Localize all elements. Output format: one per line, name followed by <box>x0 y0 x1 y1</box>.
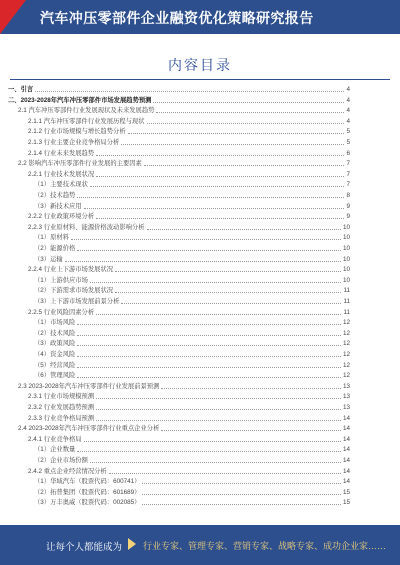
toc-entry-label: 2.2 影响汽车冲压零部件行业发展的主要因素 <box>18 160 142 168</box>
toc-dot-leader <box>77 197 344 198</box>
toc-entry-page: 6 <box>346 149 350 157</box>
toc-dot-leader <box>161 430 341 431</box>
toc-entry-label: 2.1.4 行业未来发展趋势 <box>28 149 95 157</box>
toc-dot-leader <box>77 250 341 251</box>
toc-entry-label: （3）上下游市场发展前景分析 <box>34 298 120 305</box>
toc-entry[interactable] <box>28 150 350 158</box>
toc-entry-label: 2.3.3 行业竞争格局预测 <box>28 414 95 422</box>
toc-entry[interactable] <box>28 415 350 423</box>
toc-entry-page: 5 <box>346 128 350 136</box>
toc-entry-label: （1）市场风险 <box>34 319 76 327</box>
toc-dot-leader <box>77 345 341 346</box>
toc-entry[interactable] <box>18 383 350 391</box>
toc-entry[interactable] <box>34 446 350 454</box>
toc-entry[interactable] <box>18 107 350 115</box>
toc-entry[interactable] <box>34 499 350 507</box>
toc-heading: 内容目录 <box>168 57 232 73</box>
toc-dot-leader <box>90 462 341 463</box>
toc-entry-label: 2.2.3 行业原材料、能源价格波动影响分析 <box>28 223 145 231</box>
toc-entry-page: 14 <box>342 435 350 443</box>
toc-dot-leader <box>142 494 341 495</box>
toc-entry-page: 10 <box>342 266 350 274</box>
toc-entry-page: 10 <box>342 276 350 284</box>
toc-dot-leader <box>121 144 344 145</box>
toc-entry[interactable] <box>34 287 350 295</box>
toc-dot-leader <box>109 473 341 474</box>
report-title: 汽车冲压零部件企业融资优化策略研究报告 <box>40 10 314 26</box>
footer-tags: 行业专家、管理专家、营销专家、战略专家、成功企业家…… <box>143 541 387 551</box>
toc-entry[interactable] <box>34 181 350 189</box>
toc-entry-page: 4 <box>346 107 350 115</box>
toc-entry[interactable] <box>28 436 350 444</box>
toc-entry-label: （2）技术趋势 <box>34 192 76 199</box>
toc-dot-leader <box>121 303 341 304</box>
toc-entry-label: （3）万丰奥威（股票代码：002085） <box>34 499 141 507</box>
toc-entry-page: 14 <box>342 425 350 433</box>
toc-entry-page: 11 <box>343 287 350 295</box>
toc-entry-label: （1）原材料 <box>34 234 69 242</box>
toc-entry-label: （2）拓普集团（股票代码：601689） <box>34 488 141 496</box>
toc-entry[interactable] <box>34 277 350 285</box>
toc-entry-page: 10 <box>342 255 350 263</box>
toc-entry-label: 2.1.3 行业主要企业竞争格局分析 <box>28 139 120 146</box>
toc-entry-label: 2.2.1 行业技术发展状况 <box>28 170 95 178</box>
toc-entry-page: 7 <box>346 160 350 168</box>
toc-dot-leader <box>84 208 345 209</box>
toc-entry-page: 13 <box>342 404 350 411</box>
toc-entry[interactable] <box>34 478 350 486</box>
toc-entry-label: 二、2023-2028年汽车冲压零部件市场发展趋势预测 <box>8 96 152 104</box>
toc-entry-page: 10 <box>342 234 350 242</box>
toc-entry[interactable] <box>18 160 350 168</box>
toc-entry[interactable] <box>34 372 350 380</box>
toc-dot-leader <box>147 229 341 230</box>
toc-entry-page: 14 <box>342 467 350 475</box>
toc-entry[interactable] <box>28 139 350 147</box>
toc-dot-leader <box>65 261 341 262</box>
toc-entry[interactable] <box>34 340 350 348</box>
toc-entry-label: （1）企业数量 <box>34 446 76 454</box>
toc-entry-label: 2.3 2023-2028年汽车冲压零部件行业发展前景预测 <box>18 382 160 390</box>
toc-entry-label: 2.3.1 行业市场规模预测 <box>28 393 95 401</box>
toc-entry-page: 7 <box>346 181 350 189</box>
toc-entry[interactable] <box>18 425 350 433</box>
toc-entry-label: 2.1.2 行业市场规模与增长趋势分析 <box>28 128 126 136</box>
toc-entry-label: （1）上游供应市场 <box>34 276 88 284</box>
toc-entry-label: （3）政策风险 <box>34 340 76 348</box>
header-accent-triangle <box>0 0 26 34</box>
toc-entry-page: 11 <box>343 298 350 305</box>
toc-dot-leader <box>77 367 341 368</box>
toc-entry[interactable] <box>34 489 350 497</box>
toc-entry[interactable] <box>28 171 350 179</box>
toc-entry-page: 12 <box>342 351 350 358</box>
toc-entry[interactable] <box>28 118 350 126</box>
toc-dot-leader <box>115 271 341 272</box>
toc-entry[interactable] <box>28 309 350 317</box>
toc-dot-leader <box>142 483 341 484</box>
toc-entry-label: （6）管理风险 <box>34 372 76 380</box>
toc-entry-label: 2.2.2 行业政策环境分析 <box>28 213 95 221</box>
toc-dot-leader <box>128 133 345 134</box>
toc-entry-page: 13 <box>342 393 350 401</box>
arrow-right-icon <box>128 538 136 550</box>
toc-entry-page: 8 <box>346 192 350 199</box>
toc-entry-label: （2）企业市场份额 <box>34 457 88 464</box>
toc-entry-label: 一、引言 <box>8 86 34 93</box>
toc-dot-leader <box>153 102 344 103</box>
toc-entry-label: （3）运输 <box>34 255 63 263</box>
toc-dot-leader <box>96 314 341 315</box>
toc-entry-label: 2.4.1 行业竞争格局 <box>28 435 82 443</box>
toc-dot-leader <box>96 398 341 399</box>
toc-entry-label: （1）华域汽车（股票代码：600741） <box>34 478 141 486</box>
toc-entry-label: 2.2.5 行业风险因素分析 <box>28 308 95 316</box>
toc-entry[interactable] <box>28 468 350 476</box>
toc-entry[interactable] <box>28 213 350 221</box>
toc-entry-page: 14 <box>342 414 350 422</box>
toc-entry[interactable] <box>34 319 350 327</box>
toc-entry-page: 14 <box>342 478 350 486</box>
toc-entry-page: 5 <box>346 139 350 146</box>
toc-entry-page: 10 <box>342 223 350 231</box>
toc-dot-leader <box>90 186 345 187</box>
toc-entry[interactable] <box>34 192 350 200</box>
toc-dot-leader <box>77 324 341 325</box>
toc-entry[interactable] <box>34 351 350 359</box>
toc-entry-page: 12 <box>342 329 350 337</box>
toc-dot-leader <box>96 409 341 410</box>
toc-entry[interactable] <box>34 298 350 306</box>
toc-entry-label: 2.1.1 汽车冲压零部件行业发展历程与现状 <box>28 117 145 125</box>
toc-entry-label: 2.3.2 行业发展趋势预测 <box>28 404 95 411</box>
toc-entry[interactable] <box>28 128 350 136</box>
toc-entry-page: 13 <box>342 382 350 390</box>
toc-dot-leader <box>84 441 341 442</box>
toc-entry-page: 12 <box>342 372 350 380</box>
toc-entry-page: 9 <box>346 213 350 221</box>
page-header <box>0 0 400 34</box>
toc-dot-leader <box>35 91 344 92</box>
toc-dot-leader <box>156 112 344 113</box>
toc-entry-page: 4 <box>346 96 350 104</box>
toc-dot-leader <box>144 165 345 166</box>
toc-entry[interactable] <box>34 245 350 253</box>
toc-dot-leader <box>77 451 341 452</box>
toc-entry-page: 12 <box>342 319 350 327</box>
toc-dot-leader <box>161 388 341 389</box>
toc-entry[interactable] <box>28 404 350 412</box>
toc-dot-leader <box>77 356 341 357</box>
toc-dot-leader <box>90 282 341 283</box>
toc-entry-page: 7 <box>346 170 350 178</box>
toc-entry[interactable] <box>34 362 350 370</box>
toc-entry-label: （2）能源价格 <box>34 245 76 252</box>
toc-entry-page: 15 <box>342 499 350 507</box>
toc-entry-page: 9 <box>346 202 350 210</box>
toc-entry-page: 15 <box>342 488 350 496</box>
toc-entry[interactable] <box>34 457 350 465</box>
toc-entry[interactable] <box>28 224 350 232</box>
toc-entry-label: （2）技术风险 <box>34 329 76 337</box>
toc-dot-leader <box>77 377 341 378</box>
toc-entry[interactable] <box>34 330 350 338</box>
toc-entry-page: 14 <box>342 446 350 454</box>
toc-entry[interactable] <box>34 234 350 242</box>
toc-dot-leader <box>147 123 345 124</box>
toc-dot-leader <box>71 239 341 240</box>
toc-dot-leader <box>96 218 344 219</box>
toc-entry-page: 4 <box>346 117 350 125</box>
toc-entry-label: （2）下游需求市场发展状况 <box>34 287 114 295</box>
toc-entry-label: （1）主要技术现状 <box>34 181 88 189</box>
toc-entry-label: （3）新技术应用 <box>34 202 82 210</box>
toc-dot-leader <box>96 155 344 156</box>
toc-entry[interactable] <box>8 86 350 94</box>
toc-entry-page: 12 <box>342 361 350 369</box>
toc-entry-label: （5）经营风险 <box>34 361 76 369</box>
toc-dot-leader <box>115 292 341 293</box>
toc-entry[interactable] <box>34 203 350 211</box>
toc-entry[interactable] <box>8 97 350 105</box>
toc-entry-page: 14 <box>342 457 350 464</box>
toc-entry-page: 12 <box>342 340 350 348</box>
toc-entry[interactable] <box>28 393 350 401</box>
toc-entry-page: 11 <box>343 308 350 316</box>
toc-dot-leader <box>96 176 344 177</box>
toc-entry-label: 2.4 2023-2028年汽车冲压零部件行业重点企业分析 <box>18 425 160 433</box>
toc-entry-page: 10 <box>342 245 350 252</box>
toc-divider <box>10 79 390 80</box>
toc-entry-label: （4）资金风险 <box>34 351 76 358</box>
toc-entry[interactable] <box>28 266 350 274</box>
toc-entry-page: 4 <box>346 86 350 93</box>
toc-dot-leader <box>96 420 341 421</box>
footer-slogan: 让每个人都能成为 <box>46 542 123 553</box>
toc-entry[interactable] <box>34 256 350 264</box>
page-footer <box>0 525 400 565</box>
toc-entry-label: 2.2.4 行业上下游市场发展状况 <box>28 266 114 274</box>
toc-dot-leader <box>142 504 341 505</box>
toc-entry-label: 2.1 汽车冲压零部件行业发展现状及未来发展趋势 <box>18 107 155 115</box>
toc-dot-leader <box>77 335 341 336</box>
toc-entry-label: 2.4.2 重点企业经营情况分析 <box>28 467 107 475</box>
